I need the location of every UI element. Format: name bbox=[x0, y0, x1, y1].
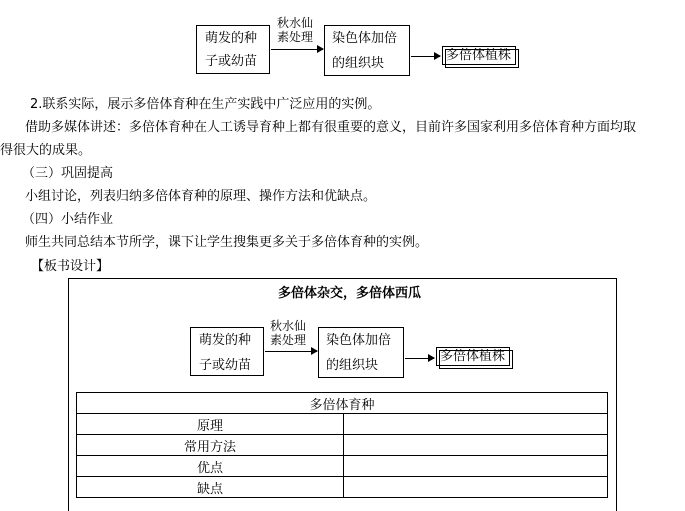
arrow-icon bbox=[271, 49, 323, 50]
table-cell-value bbox=[344, 435, 608, 456]
heading-3: （三）巩固提高 bbox=[22, 166, 114, 181]
paragraph-3: 小组讨论，列表归纳多倍体育种的原理、操作方法和优缺点。 bbox=[25, 189, 377, 204]
board-heading: 【板书设计】 bbox=[31, 259, 110, 274]
table-cell-label: 缺点 bbox=[77, 477, 344, 498]
board-seed-box bbox=[190, 327, 264, 376]
table-row bbox=[77, 435, 608, 456]
table-cell-value bbox=[344, 477, 608, 498]
tissue-line1: 染色体加倍 bbox=[332, 31, 398, 46]
table-header: 多倍体育种 bbox=[77, 393, 608, 414]
table-cell-value bbox=[344, 414, 608, 435]
tissue-box bbox=[324, 25, 410, 76]
plant-label: 多倍体植株 bbox=[446, 48, 512, 63]
table-cell-value bbox=[344, 456, 608, 477]
tissue-line2: 的组织块 bbox=[332, 56, 385, 71]
paragraph-4: 师生共同总结本节所学，课下让学生搜集更多关于多倍体育种的实例。 bbox=[25, 235, 429, 250]
table-cell-label: 原理 bbox=[77, 414, 344, 435]
table-cell-label: 优点 bbox=[77, 456, 344, 477]
table-row bbox=[77, 414, 608, 435]
heading-4: （四）小结作业 bbox=[22, 212, 114, 227]
seed-line1: 萌发的种 bbox=[205, 31, 258, 46]
table-row bbox=[77, 456, 608, 477]
board-seed-line2: 子或幼苗 bbox=[199, 358, 252, 373]
paragraph-2-line1: 借助多媒体讲述：多倍体育种在人工诱导育种上都有很重要的意义，目前许多国家利用多倍体育种方面均取 bbox=[25, 120, 637, 135]
treatment-label-1: 秋水仙 bbox=[277, 16, 314, 30]
breeding-table bbox=[76, 392, 608, 498]
arrow-icon bbox=[405, 358, 434, 359]
paragraph-2-line2: 得很大的成果。 bbox=[0, 143, 92, 158]
table-cell-label: 常用方法 bbox=[77, 435, 344, 456]
table-header-row bbox=[77, 393, 608, 414]
table-row bbox=[77, 477, 608, 498]
board-plant-box bbox=[436, 347, 510, 366]
board-tissue-box bbox=[318, 327, 404, 378]
arrow-icon bbox=[411, 56, 440, 57]
seed-line2: 子或幼苗 bbox=[205, 54, 258, 69]
board-tissue-line1: 染色体加倍 bbox=[326, 333, 392, 348]
paragraph-1: 2.联系实际，展示多倍体育种在生产实践中广泛应用的实例。 bbox=[30, 97, 381, 112]
board-treatment-label-2: 素处理 bbox=[270, 333, 307, 347]
arrow-icon bbox=[265, 351, 317, 352]
board-treatment-label-1: 秋水仙 bbox=[270, 319, 307, 333]
treatment-label-2: 素处理 bbox=[277, 30, 314, 44]
board-tissue-line2: 的组织块 bbox=[326, 358, 379, 373]
board-title: 多倍体杂交，多倍体西瓜 bbox=[278, 286, 422, 301]
plant-box bbox=[442, 46, 516, 65]
board-seed-line1: 萌发的种 bbox=[199, 333, 252, 348]
board-plant-label: 多倍体植株 bbox=[440, 349, 506, 364]
seed-box bbox=[196, 25, 270, 74]
